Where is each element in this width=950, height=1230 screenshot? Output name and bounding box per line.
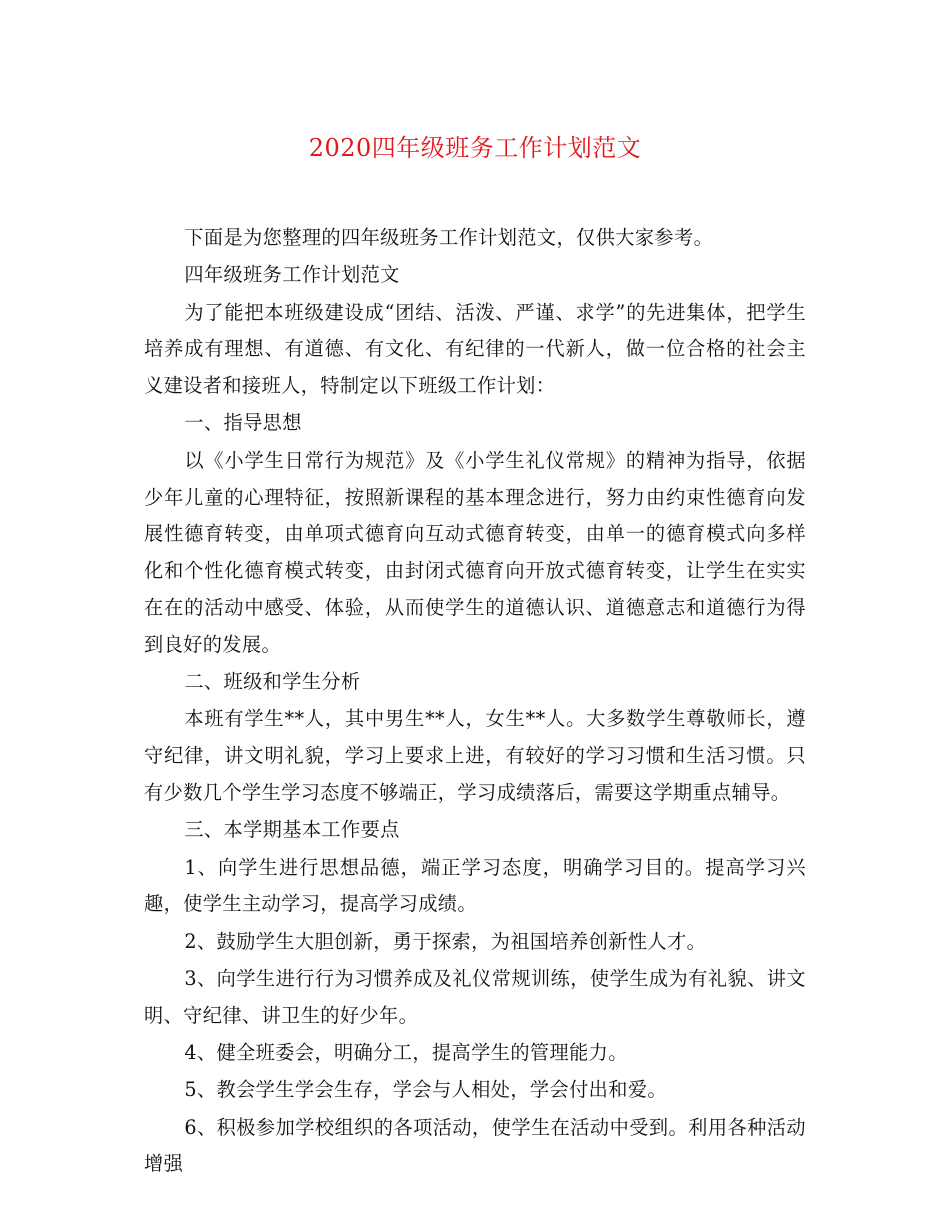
list-item-4: 4、健全班委会，明确分工，提高学生的管理能力。 <box>184 1041 628 1065</box>
list-item-5: 5、教会学生学会生存，学会与人相处，学会付出和爱。 <box>184 1078 668 1102</box>
section-heading-work-points: 三、本学期基本工作要点 <box>184 818 400 842</box>
section-heading-class-analysis: 二、班级和学生分析 <box>184 670 361 694</box>
document-title: 2020四年级班务工作计划范文 <box>308 134 642 162</box>
list-item-2: 2、鼓励学生大胆创新，勇于探索，为祖国培养创新性人才。 <box>184 929 707 953</box>
list-item-1: 1、向学生进行思想品德，端正学习态度，明确学习目的。提高学习兴趣，使学生主动学习，提高学习成绩。 <box>144 855 806 916</box>
document-body <box>144 220 806 1183</box>
paragraph-class-analysis: 本班有学生**人，其中男生**人，女生**人。大多数学生尊敬师长，遵守纪律，讲文明礼貌，学习上要求上进，有较好的学习习惯和生活习惯。只有少数几个学生学习态度不够端正，学习成绩落后，需要这学期重点辅导。 <box>144 707 806 804</box>
paragraph-purpose: 为了能把本班级建设成“团结、活泼、严谨、求学”的先进集体，把学生培养成有理想、有道德、有文化、有纪律的一代新人，做一位合格的社会主义建设者和接班人，特制定以下班级工作计划： <box>144 300 806 398</box>
paragraph-intro: 下面是为您整理的四年级班务工作计划范文，仅供大家参考。 <box>184 226 714 249</box>
list-item-3: 3、向学生进行行为习惯养成及礼仪常规训练，使学生成为有礼貌、讲文明、守纪律、讲卫生的好少年。 <box>144 966 806 1027</box>
paragraph-subtitle: 四年级班务工作计划范文 <box>184 263 400 287</box>
section-heading-guiding-ideology: 一、指导思想 <box>184 411 302 435</box>
paragraph-guiding-ideology: 以《小学生日常行为规范》及《小学生礼仪常规》的精神为指导，依据少年儿童的心理特征，按照新课程的基本理念进行，努力由约束性德育向发展性德育转变，由单项式德育向互动式德育转变，由单一的德育模式向多样化和个性化德育模式转变，由封闭式德育向开放式德育转变，让学生在实实在在的活动中感受、体验，从而使学生的道德认识、道德意志和道德行为得到良好的发展。 <box>144 448 806 656</box>
list-item-6: 6、积极参加学校组织的各项活动，使学生在活动中受到。利用各种活动增强 <box>144 1115 806 1176</box>
